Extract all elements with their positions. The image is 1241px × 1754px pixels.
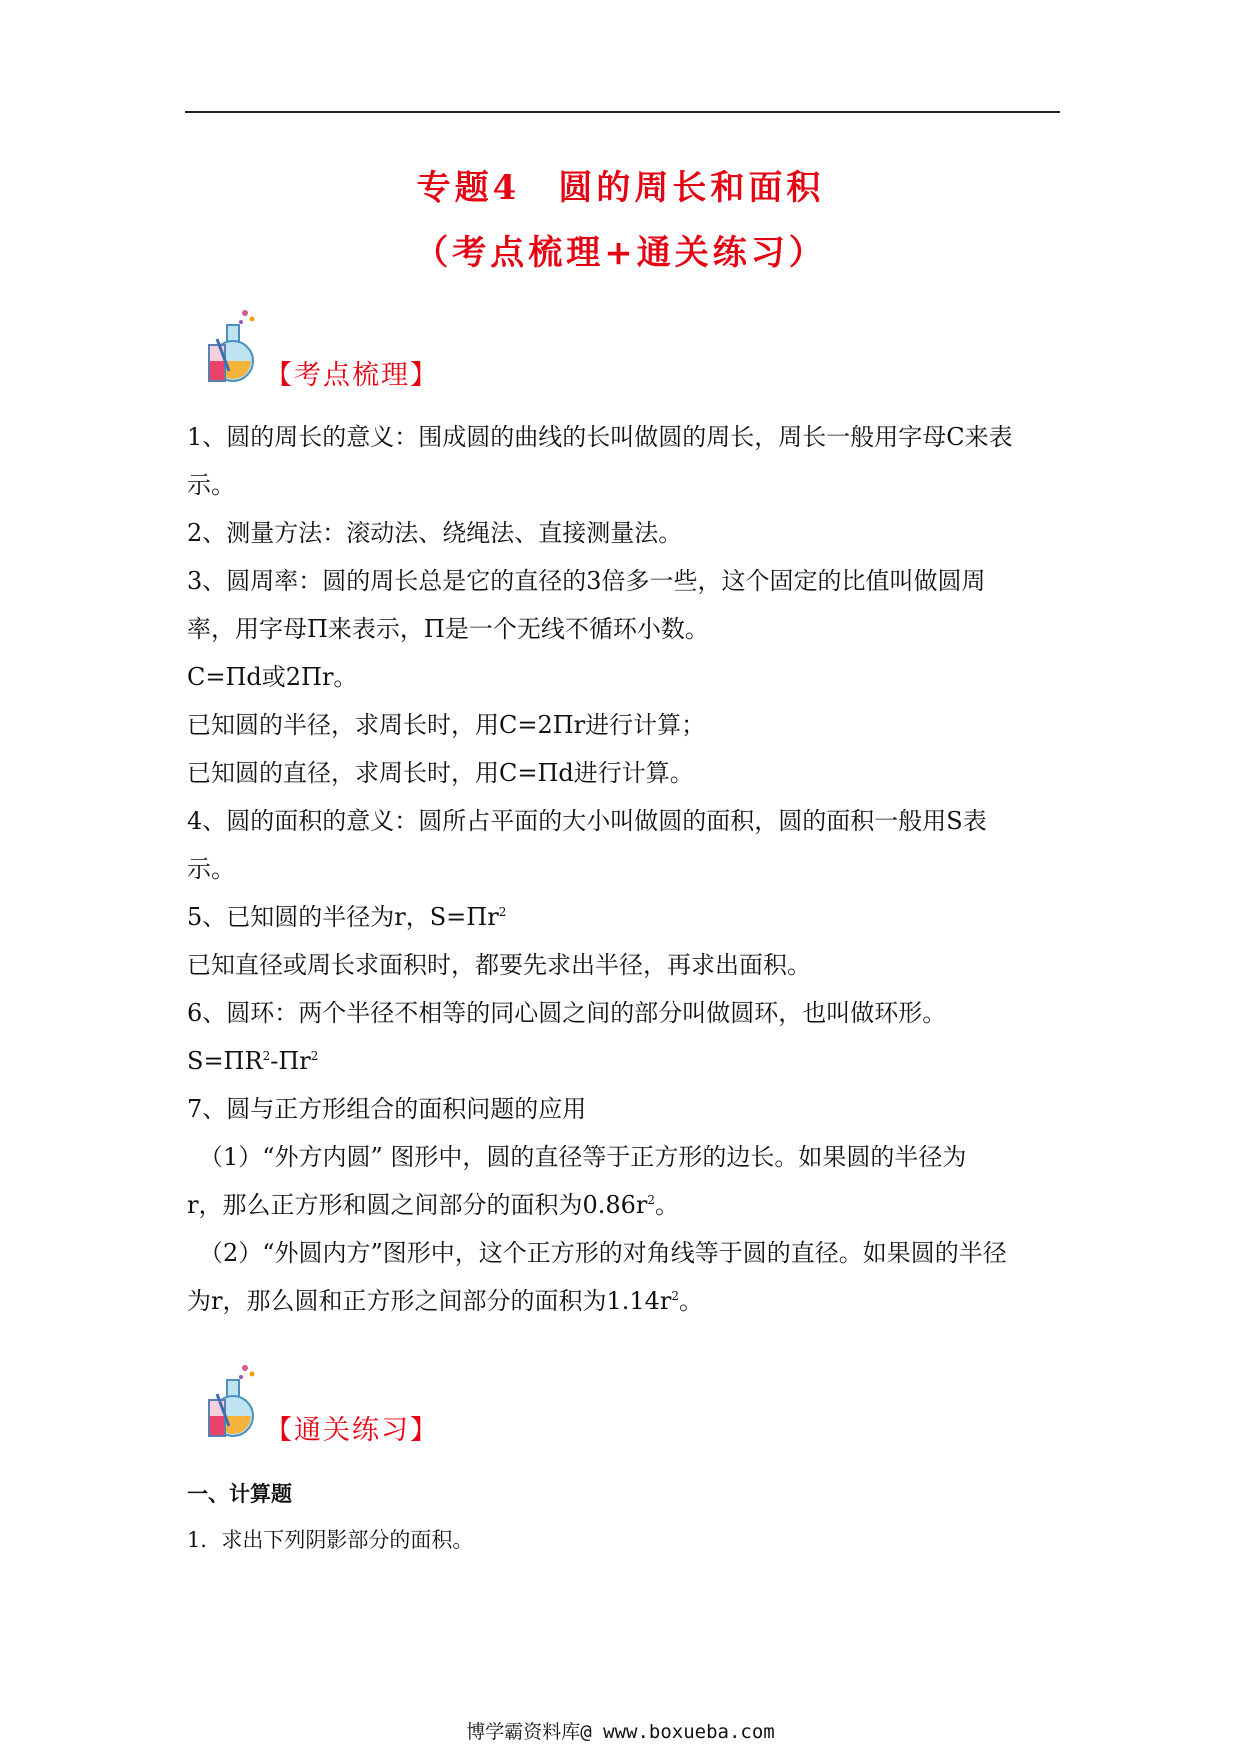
text-line	[187, 1277, 1057, 1325]
review-content	[187, 413, 1057, 1325]
superscript: 2	[310, 1049, 319, 1063]
page-title: 专题4 圆的周长和面积	[416, 168, 825, 208]
text-line	[187, 893, 1057, 941]
formula-text: -Πr	[270, 1047, 311, 1075]
superscript: 2	[498, 905, 507, 919]
practice-heading: 一、计算题	[187, 1482, 292, 1506]
text-line: （2）“外圆内方”图形中，这个正方形的对角线等于圆的直径。如果圆的半径	[199, 1239, 1007, 1267]
text-line: （1）“外方内圆” 图形中，圆的直径等于正方形的边长。如果圆的半径为	[199, 1143, 967, 1171]
text-line	[187, 1181, 1057, 1229]
footer-watermark: 博学霸资料库@ www.boxueba.com	[466, 1721, 775, 1743]
formula-text: r，那么正方形和圆之间部分的面积为0.86r	[187, 1191, 648, 1219]
flask-icon	[205, 305, 265, 385]
text-line: 示。	[187, 471, 235, 499]
text-line: 示。	[187, 855, 235, 883]
text-line: 1、圆的周长的意义：围成圆的曲线的长叫做圆的周长，周长一般用字母C来表	[187, 423, 1013, 451]
top-rule	[185, 111, 1060, 113]
text-line: 6、圆环：两个半径不相等的同心圆之间的部分叫做圆环，也叫做环形。	[187, 999, 947, 1027]
text-line: C=Πd或2Πr。	[187, 663, 358, 691]
section-label-practice: 【通关练习】	[265, 1415, 439, 1446]
text-line: 已知直径或周长求面积时，都要先求出半径，再求出面积。	[187, 951, 811, 979]
page-subtitle: （考点梳理+通关练习）	[414, 233, 827, 273]
text-line: 4、圆的面积的意义：圆所占平面的大小叫做圆的面积，圆的面积一般用S表	[187, 807, 987, 835]
superscript: 2	[262, 1049, 271, 1063]
text-line	[187, 1037, 1057, 1085]
superscript: 2	[671, 1289, 680, 1303]
superscript: 2	[647, 1193, 656, 1207]
formula-text: S=ΠR	[187, 1047, 263, 1075]
question-1: 1．求出下列阴影部分的面积。	[187, 1528, 474, 1552]
section-head-review	[205, 305, 505, 395]
text-line: 已知圆的半径，求周长时，用C=2Πr进行计算；	[187, 711, 706, 739]
flask-icon	[205, 1360, 265, 1440]
text-line: 已知圆的直径，求周长时，用C=Πd进行计算。	[187, 759, 694, 787]
text-line: 7、圆与正方形组合的面积问题的应用	[187, 1095, 587, 1123]
text-line: 率，用字母Π来表示，Π是一个无线不循环小数。	[187, 615, 709, 643]
formula-text: 为r，那么圆和正方形之间部分的面积为1.14r	[187, 1287, 672, 1315]
section-label-review: 【考点梳理】	[265, 360, 439, 391]
formula-text: 5、已知圆的半径为r，S=Πr	[187, 903, 499, 931]
formula-text: 。	[655, 1191, 680, 1219]
text-line: 2、测量方法：滚动法、绕绳法、直接测量法。	[187, 519, 683, 547]
formula-text: 。	[679, 1287, 704, 1315]
text-line: 3、圆周率：圆的周长总是它的直径的3倍多一些，这个固定的比值叫做圆周	[187, 567, 986, 595]
section-head-practice	[205, 1360, 505, 1450]
